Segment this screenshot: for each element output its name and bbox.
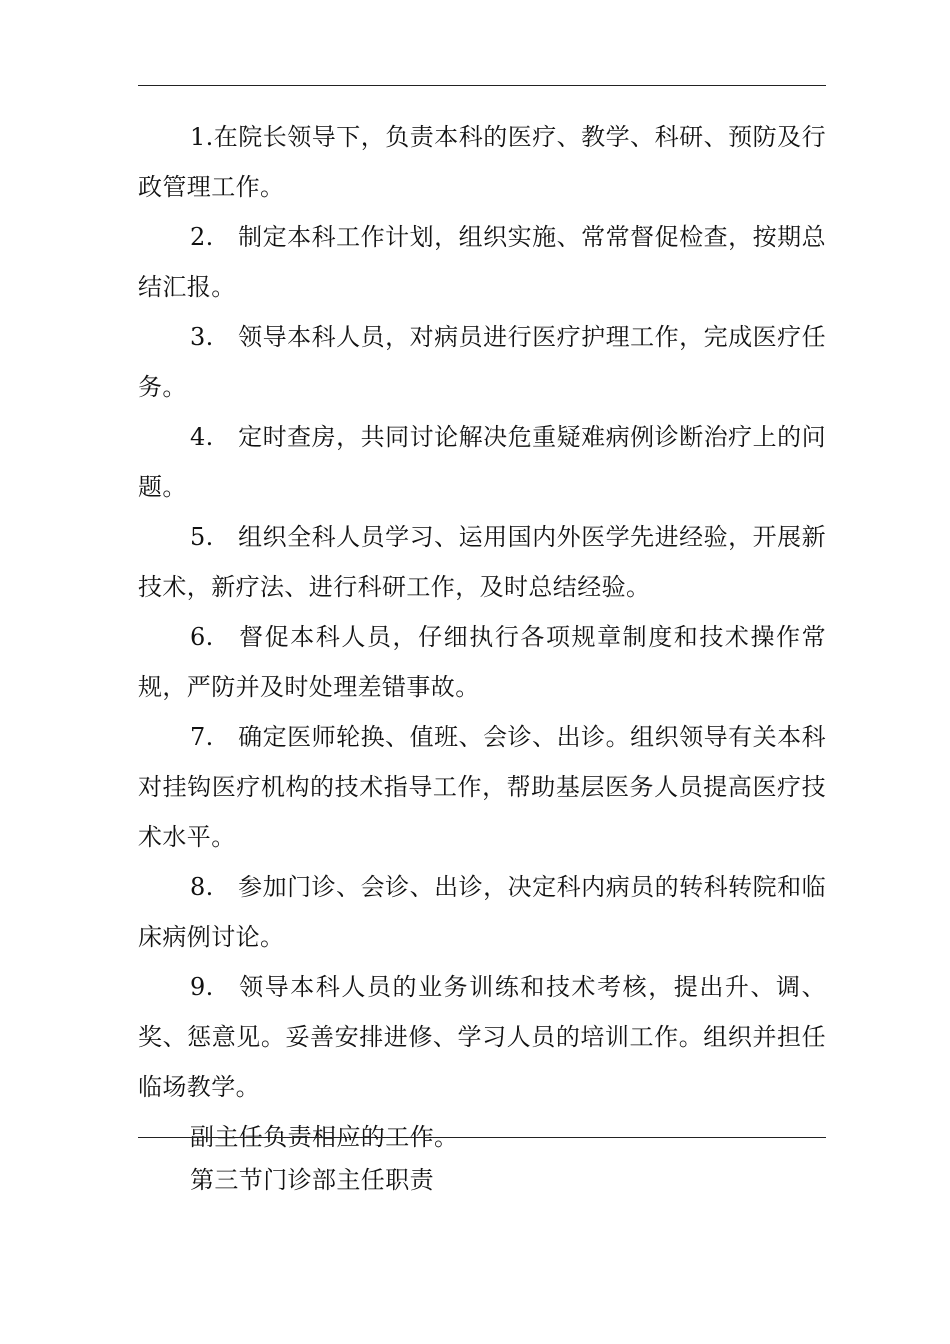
duty-number: 2. [190, 223, 214, 251]
duty-item-5 [138, 512, 826, 612]
duty-number: 3. [190, 323, 214, 351]
duty-number: 8. [190, 873, 214, 901]
duty-number: 7. [190, 723, 214, 751]
duty-number: 1. [190, 123, 214, 151]
duty-text: 在院长领导下，负责本科的医疗、教学、科研、预防及行政管理工作。 [138, 123, 826, 201]
next-section-title: 第三节门诊部主任职责 [190, 1166, 434, 1194]
duty-number: 9. [190, 973, 214, 1001]
duty-number: 5. [190, 523, 214, 551]
duty-text: 组织全科人员学习、运用国内外医学先进经验，开展新技术，新疗法、进行科研工作，及时总结经验。 [138, 523, 826, 601]
duty-text: 参加门诊、会诊、出诊，决定科内病员的转科转院和临床病例讨论。 [138, 873, 826, 951]
duty-item-1 [138, 112, 826, 212]
duty-item-2 [138, 212, 826, 312]
duty-number: 4. [190, 423, 214, 451]
duty-item-9 [138, 962, 826, 1112]
duty-item-8 [138, 862, 826, 962]
duty-item-7 [138, 712, 826, 862]
duty-text: 领导本科人员，对病员进行医疗护理工作，完成医疗任务。 [138, 323, 826, 401]
duties-list [138, 112, 826, 1162]
top-divider [138, 85, 826, 86]
duty-text: 领导本科人员的业务训练和技术考核，提出升、调、奖、惩意见。妥善安排进修、学习人员的培训工作。组织并担任临场教学。 [138, 973, 826, 1101]
duty-text: 督促本科人员，仔细执行各项规章制度和技术操作常规，严防并及时处理差错事故。 [138, 623, 826, 701]
duty-text: 制定本科工作计划，组织实施、常常督促检查，按期总结汇报。 [138, 223, 826, 301]
duty-text: 定时查房，共同讨论解决危重疑难病例诊断治疗上的问题。 [138, 423, 826, 501]
duty-item-3 [138, 312, 826, 412]
closing-note: 副主任负责相应的工作。 [190, 1123, 459, 1151]
bottom-divider [138, 1137, 826, 1138]
duty-item-6 [138, 612, 826, 712]
duty-text: 确定医师轮换、值班、会诊、出诊。组织领导有关本科对挂钩医疗机构的技术指导工作，帮助基层医务人员提高医疗技术水平。 [138, 723, 826, 851]
duty-item-4 [138, 412, 826, 512]
duty-number: 6. [190, 623, 214, 651]
